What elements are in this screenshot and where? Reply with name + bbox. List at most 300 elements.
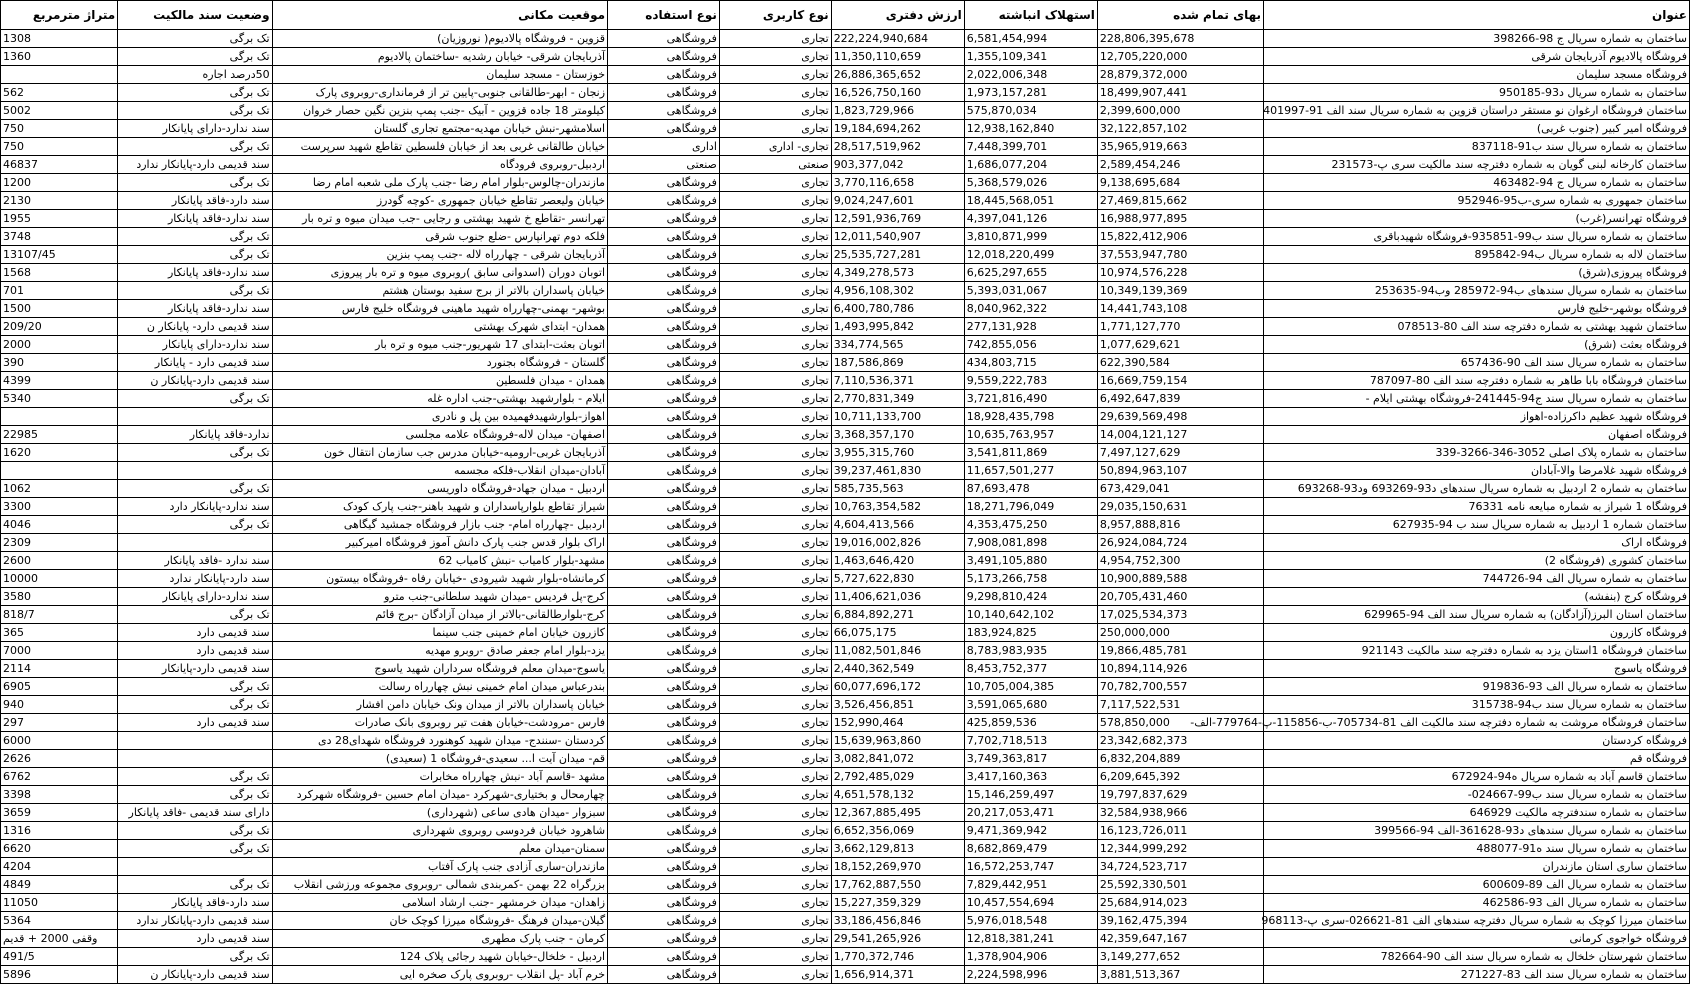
cell-usage-type[interactable]: تجاری bbox=[719, 732, 831, 750]
cell-title[interactable]: ساختمان به شماره سندفترچه مالکیت 646929 bbox=[1264, 804, 1690, 822]
cell-usage-type[interactable]: تجاری bbox=[719, 768, 831, 786]
cell-depreciation[interactable]: 8,783,983,935 bbox=[964, 642, 1097, 660]
cell-title[interactable]: ساختمان به شماره سریال ج 98-398266 bbox=[1264, 30, 1690, 48]
cell-cost[interactable]: 50,894,963,107 bbox=[1097, 462, 1263, 480]
cell-area[interactable]: 562 bbox=[1, 84, 118, 102]
header-depreciation[interactable]: استهلاک انباشته bbox=[964, 1, 1097, 30]
cell-area[interactable]: 3398 bbox=[1, 786, 118, 804]
cell-usage-type[interactable]: تجاری bbox=[719, 102, 831, 120]
cell-cost[interactable]: 250,000,000 bbox=[1097, 624, 1263, 642]
cell-deed-status[interactable]: سند ندارد-دارای پایانکار bbox=[118, 120, 272, 138]
cell-cost[interactable]: 1,771,127,770 bbox=[1097, 318, 1263, 336]
cell-use-kind[interactable]: فروشگاهی bbox=[608, 768, 720, 786]
cell-book-value[interactable]: 10,763,354,582 bbox=[831, 498, 964, 516]
cell-area[interactable]: 209/20 bbox=[1, 318, 118, 336]
cell-area[interactable]: 750 bbox=[1, 138, 118, 156]
cell-usage-type[interactable]: تجاری bbox=[719, 192, 831, 210]
cell-area[interactable]: 3748 bbox=[1, 228, 118, 246]
cell-area[interactable]: 818/7 bbox=[1, 606, 118, 624]
cell-usage-type[interactable]: تجاری bbox=[719, 750, 831, 768]
cell-deed-status[interactable] bbox=[118, 858, 272, 876]
cell-cost[interactable]: 25,684,914,023 bbox=[1097, 894, 1263, 912]
cell-title[interactable]: ساختمان به شماره سریال سند ب99-024667- bbox=[1264, 786, 1690, 804]
cell-location[interactable]: چهارمحال و بختیاری-شهرکرد -میدان امام حسین -فروشگاه شهرکرد bbox=[272, 786, 607, 804]
cell-depreciation[interactable]: 7,829,442,951 bbox=[964, 876, 1097, 894]
cell-title[interactable]: ساختمان به شماره سریال سند ه91-488077 bbox=[1264, 840, 1690, 858]
cell-title[interactable]: فروشگاه کرج (بنفشه) bbox=[1264, 588, 1690, 606]
cell-area[interactable]: 5340 bbox=[1, 390, 118, 408]
cell-deed-status[interactable]: سند دارد-فاقد پایانکار bbox=[118, 192, 272, 210]
cell-title[interactable]: فروشگاه کردستان bbox=[1264, 732, 1690, 750]
cell-depreciation[interactable]: 9,559,222,783 bbox=[964, 372, 1097, 390]
cell-usage-type[interactable]: تجاری bbox=[719, 210, 831, 228]
cell-deed-status[interactable]: تک برگی bbox=[118, 516, 272, 534]
cell-usage-type[interactable]: تجاری bbox=[719, 480, 831, 498]
cell-depreciation[interactable]: 10,140,642,102 bbox=[964, 606, 1097, 624]
cell-depreciation[interactable]: 183,924,825 bbox=[964, 624, 1097, 642]
cell-depreciation[interactable]: 7,702,718,513 bbox=[964, 732, 1097, 750]
cell-title[interactable]: ساختمان به شماره سریال سند ب94-315738 bbox=[1264, 696, 1690, 714]
cell-book-value[interactable]: 3,082,841,072 bbox=[831, 750, 964, 768]
cell-area[interactable]: 2000 bbox=[1, 336, 118, 354]
cell-title[interactable]: ساختمان جمهوری به شماره سری-ب95-952946 bbox=[1264, 192, 1690, 210]
cell-location[interactable]: آبادان-میدان انقلاب-فلکه مجسمه bbox=[272, 462, 607, 480]
cell-area[interactable]: 6905 bbox=[1, 678, 118, 696]
cell-area[interactable]: 2114 bbox=[1, 660, 118, 678]
cell-use-kind[interactable]: فروشگاهی bbox=[608, 570, 720, 588]
cell-book-value[interactable]: 152,990,464 bbox=[831, 714, 964, 732]
cell-book-value[interactable]: 1,656,914,371 bbox=[831, 966, 964, 984]
cell-usage-type[interactable]: تجاری bbox=[719, 390, 831, 408]
cell-book-value[interactable]: 66,075,175 bbox=[831, 624, 964, 642]
cell-title[interactable]: ساختمان به شماره سریال ج 94-463482 bbox=[1264, 174, 1690, 192]
cell-cost[interactable]: 10,894,114,926 bbox=[1097, 660, 1263, 678]
cell-deed-status[interactable]: دارای سند قدیمی -فاقد پایانکار bbox=[118, 804, 272, 822]
cell-deed-status[interactable]: سند قدیمی دارد-پایانکار ندارد bbox=[118, 912, 272, 930]
cell-area[interactable]: 4849 bbox=[1, 876, 118, 894]
cell-location[interactable]: خیابان پاسداران بالاتر از میدان ونک خیابان دامن افشار bbox=[272, 696, 607, 714]
cell-area[interactable]: 10000 bbox=[1, 570, 118, 588]
cell-cost[interactable]: 17,025,534,373 bbox=[1097, 606, 1263, 624]
cell-title[interactable]: ساختمان فروشگاه 1استان یزد به شماره دفترچه سند مالکیت 921143 bbox=[1264, 642, 1690, 660]
cell-area[interactable]: 6762 bbox=[1, 768, 118, 786]
cell-use-kind[interactable]: فروشگاهی bbox=[608, 390, 720, 408]
cell-use-kind[interactable]: فروشگاهی bbox=[608, 264, 720, 282]
cell-area[interactable]: 3580 bbox=[1, 588, 118, 606]
cell-book-value[interactable]: 6,652,356,069 bbox=[831, 822, 964, 840]
cell-depreciation[interactable]: 3,541,811,869 bbox=[964, 444, 1097, 462]
cell-cost[interactable]: 16,988,977,895 bbox=[1097, 210, 1263, 228]
cell-title[interactable]: ساختمان به شماره سریال سند الف 90-657436 bbox=[1264, 354, 1690, 372]
cell-location[interactable]: سمنان-میدان معلم bbox=[272, 840, 607, 858]
cell-title[interactable]: ساختمان فروشگاه بابا طاهر به شماره دفترچه سند الف 80-787097 bbox=[1264, 372, 1690, 390]
cell-depreciation[interactable]: 575,870,034 bbox=[964, 102, 1097, 120]
cell-deed-status[interactable]: تک برگی bbox=[118, 876, 272, 894]
cell-title[interactable]: ساختمان فروشگاه ارغوان نو مستقر دراستان قزوین به شماره سریال سند الف 91-401997 bbox=[1264, 102, 1690, 120]
cell-title[interactable]: فروشگاه پیروزی(شرق) bbox=[1264, 264, 1690, 282]
cell-usage-type[interactable]: تجاری bbox=[719, 894, 831, 912]
cell-title[interactable]: ساختمان ساری استان مازندران bbox=[1264, 858, 1690, 876]
cell-use-kind[interactable]: فروشگاهی bbox=[608, 552, 720, 570]
cell-location[interactable]: قزوین - فروشگاه پالادیوم( نوروزیان) bbox=[272, 30, 607, 48]
cell-book-value[interactable]: 2,440,362,549 bbox=[831, 660, 964, 678]
cell-book-value[interactable]: 1,493,995,842 bbox=[831, 318, 964, 336]
cell-depreciation[interactable]: 5,976,018,548 bbox=[964, 912, 1097, 930]
cell-title[interactable]: ساختمان به شماره سریال الف 94-744726 bbox=[1264, 570, 1690, 588]
cell-title[interactable]: ساختمان فروشگاه مروشت به شماره دفترچه سند مالکیت الف 81-705734-ب-115856-پ-779764-الف- bbox=[1264, 714, 1690, 732]
cell-location[interactable]: همدان- ابتدای شهرک بهشتی bbox=[272, 318, 607, 336]
cell-cost[interactable]: 10,974,576,228 bbox=[1097, 264, 1263, 282]
cell-title[interactable]: فروشگاه بعثت (شرق) bbox=[1264, 336, 1690, 354]
cell-cost[interactable]: 18,499,907,441 bbox=[1097, 84, 1263, 102]
cell-book-value[interactable]: 2,792,485,029 bbox=[831, 768, 964, 786]
cell-title[interactable]: فروشگاه تهرانسر(غرب) bbox=[1264, 210, 1690, 228]
cell-location[interactable]: شیراز تقاطع بلوارپاسداران و شهید باهنر-جنب پارک کودک bbox=[272, 498, 607, 516]
cell-depreciation[interactable]: 6,625,297,655 bbox=[964, 264, 1097, 282]
cell-usage-type[interactable]: تجاری bbox=[719, 498, 831, 516]
cell-cost[interactable]: 4,954,752,300 bbox=[1097, 552, 1263, 570]
cell-location[interactable]: اسلامشهر-نبش خیابان مهدیه-مجتمع تجاری گلستان bbox=[272, 120, 607, 138]
cell-deed-status[interactable]: تک برگی bbox=[118, 480, 272, 498]
cell-location[interactable]: گلستان - فروشگاه بجنورد bbox=[272, 354, 607, 372]
cell-depreciation[interactable]: 425,859,536 bbox=[964, 714, 1097, 732]
cell-use-kind[interactable]: فروشگاهی bbox=[608, 624, 720, 642]
cell-depreciation[interactable]: 9,471,369,942 bbox=[964, 822, 1097, 840]
cell-title[interactable]: ساختمان به شماره سریال سند ب91-837118 bbox=[1264, 138, 1690, 156]
cell-deed-status[interactable]: سند دارد-فاقد پایانکار bbox=[118, 894, 272, 912]
cell-depreciation[interactable]: 3,721,816,490 bbox=[964, 390, 1097, 408]
header-cost[interactable]: بهای تمام شده bbox=[1097, 1, 1263, 30]
cell-title[interactable]: ساختمان به شماره سریال الف 89-600609 bbox=[1264, 876, 1690, 894]
cell-area[interactable]: 4204 bbox=[1, 858, 118, 876]
cell-location[interactable]: یزد-بلوار امام جعفر صادق -روبرو مهدیه bbox=[272, 642, 607, 660]
cell-area[interactable] bbox=[1, 66, 118, 84]
cell-location[interactable]: زاهدان- میدان خرمشهر -جنب ارشاد اسلامی bbox=[272, 894, 607, 912]
cell-area[interactable]: 5364 bbox=[1, 912, 118, 930]
cell-usage-type[interactable]: تجاری bbox=[719, 426, 831, 444]
cell-depreciation[interactable]: 2,022,006,348 bbox=[964, 66, 1097, 84]
cell-book-value[interactable]: 18,152,269,970 bbox=[831, 858, 964, 876]
cell-cost[interactable]: 32,584,938,966 bbox=[1097, 804, 1263, 822]
cell-location[interactable]: کازرون خیابان امام خمینی جنب سینما bbox=[272, 624, 607, 642]
cell-usage-type[interactable]: تجاری bbox=[719, 372, 831, 390]
cell-cost[interactable]: 2,589,454,246 bbox=[1097, 156, 1263, 174]
cell-cost[interactable]: 3,881,513,367 bbox=[1097, 966, 1263, 984]
cell-book-value[interactable]: 3,770,116,658 bbox=[831, 174, 964, 192]
cell-usage-type[interactable]: تجاری bbox=[719, 714, 831, 732]
cell-area[interactable]: 390 bbox=[1, 354, 118, 372]
cell-use-kind[interactable]: فروشگاهی bbox=[608, 336, 720, 354]
cell-cost[interactable]: 20,705,431,460 bbox=[1097, 588, 1263, 606]
cell-cost[interactable]: 228,806,395,678 bbox=[1097, 30, 1263, 48]
cell-area[interactable]: 1568 bbox=[1, 264, 118, 282]
cell-usage-type[interactable]: تجاری bbox=[719, 858, 831, 876]
cell-use-kind[interactable]: فروشگاهی bbox=[608, 678, 720, 696]
cell-depreciation[interactable]: 3,491,105,880 bbox=[964, 552, 1097, 570]
cell-deed-status[interactable] bbox=[118, 408, 272, 426]
cell-book-value[interactable]: 3,955,315,760 bbox=[831, 444, 964, 462]
cell-depreciation[interactable]: 11,657,501,277 bbox=[964, 462, 1097, 480]
cell-usage-type[interactable]: تجاری bbox=[719, 660, 831, 678]
cell-usage-type[interactable]: تجاری bbox=[719, 930, 831, 948]
cell-deed-status[interactable] bbox=[118, 462, 272, 480]
cell-deed-status[interactable]: تک برگی bbox=[118, 390, 272, 408]
cell-usage-type[interactable]: تجاری bbox=[719, 408, 831, 426]
cell-use-kind[interactable]: فروشگاهی bbox=[608, 516, 720, 534]
cell-deed-status[interactable]: تک برگی bbox=[118, 444, 272, 462]
cell-area[interactable]: 5002 bbox=[1, 102, 118, 120]
cell-cost[interactable]: 12,705,220,000 bbox=[1097, 48, 1263, 66]
cell-use-kind[interactable]: فروشگاهی bbox=[608, 642, 720, 660]
cell-deed-status[interactable]: سند قدیمی دارد bbox=[118, 642, 272, 660]
header-use-kind[interactable]: نوع استفاده bbox=[608, 1, 720, 30]
cell-use-kind[interactable]: فروشگاهی bbox=[608, 804, 720, 822]
cell-deed-status[interactable] bbox=[118, 750, 272, 768]
cell-title[interactable]: فروشگاه کازرون bbox=[1264, 624, 1690, 642]
cell-book-value[interactable]: 7,110,536,371 bbox=[831, 372, 964, 390]
cell-depreciation[interactable]: 12,938,162,840 bbox=[964, 120, 1097, 138]
cell-location[interactable]: سبزوار -میدان هادی ساعی (شهرداری) bbox=[272, 804, 607, 822]
cell-use-kind[interactable]: فروشگاهی bbox=[608, 858, 720, 876]
cell-deed-status[interactable]: تک برگی bbox=[118, 948, 272, 966]
cell-title[interactable]: ساختمان قاسم آباد به شماره سریال ه94-672924 bbox=[1264, 768, 1690, 786]
cell-cost[interactable]: 10,900,889,588 bbox=[1097, 570, 1263, 588]
cell-use-kind[interactable]: فروشگاهی bbox=[608, 840, 720, 858]
cell-deed-status[interactable]: تک برگی bbox=[118, 102, 272, 120]
cell-book-value[interactable]: 4,349,278,573 bbox=[831, 264, 964, 282]
cell-location[interactable]: اتوبان بعثت-ابتدای 17 شهریور-جنب میوه و تره بار bbox=[272, 336, 607, 354]
cell-book-value[interactable]: 12,591,936,769 bbox=[831, 210, 964, 228]
cell-deed-status[interactable] bbox=[118, 732, 272, 750]
cell-area[interactable]: 491/5 bbox=[1, 948, 118, 966]
cell-usage-type[interactable]: تجاری bbox=[719, 948, 831, 966]
cell-location[interactable]: مازندران-چالوس-بلوار امام رضا -جنب پارک ملی شعبه امام رضا bbox=[272, 174, 607, 192]
cell-area[interactable]: 6620 bbox=[1, 840, 118, 858]
cell-book-value[interactable]: 1,770,372,746 bbox=[831, 948, 964, 966]
cell-use-kind[interactable]: فروشگاهی bbox=[608, 480, 720, 498]
cell-book-value[interactable]: 39,237,461,830 bbox=[831, 462, 964, 480]
header-usage-type[interactable]: نوع کاربری bbox=[719, 1, 831, 30]
cell-depreciation[interactable]: 20,217,053,471 bbox=[964, 804, 1097, 822]
cell-usage-type[interactable]: تجاری bbox=[719, 462, 831, 480]
cell-depreciation[interactable]: 18,445,568,051 bbox=[964, 192, 1097, 210]
cell-cost[interactable]: 29,639,569,498 bbox=[1097, 408, 1263, 426]
cell-book-value[interactable]: 4,651,578,132 bbox=[831, 786, 964, 804]
cell-cost[interactable]: 19,797,837,629 bbox=[1097, 786, 1263, 804]
cell-usage-type[interactable]: تجاری bbox=[719, 606, 831, 624]
cell-use-kind[interactable]: فروشگاهی bbox=[608, 714, 720, 732]
cell-area[interactable]: 1308 bbox=[1, 30, 118, 48]
cell-use-kind[interactable]: فروشگاهی bbox=[608, 498, 720, 516]
cell-book-value[interactable]: 903,377,042 bbox=[831, 156, 964, 174]
cell-depreciation[interactable]: 10,635,763,957 bbox=[964, 426, 1097, 444]
cell-usage-type[interactable]: تجاری bbox=[719, 588, 831, 606]
cell-cost[interactable]: 6,492,647,839 bbox=[1097, 390, 1263, 408]
cell-location[interactable]: ایلام - بلوارشهید بهشتی-جنب اداره غله bbox=[272, 390, 607, 408]
cell-location[interactable]: کرمانشاه-بلوار شهید شیرودی -خیابان رفاه -فروشگاه بیستون bbox=[272, 570, 607, 588]
cell-usage-type[interactable]: تجاری bbox=[719, 912, 831, 930]
cell-title[interactable]: فروشگاه یاسوج bbox=[1264, 660, 1690, 678]
cell-deed-status[interactable]: سند ندارد-فاقد پایانکار bbox=[118, 264, 272, 282]
cell-depreciation[interactable]: 10,457,554,694 bbox=[964, 894, 1097, 912]
cell-usage-type[interactable]: تجاری bbox=[719, 804, 831, 822]
cell-usage-type[interactable]: تجاری bbox=[719, 534, 831, 552]
cell-book-value[interactable]: 33,186,456,846 bbox=[831, 912, 964, 930]
cell-use-kind[interactable]: فروشگاهی bbox=[608, 120, 720, 138]
cell-title[interactable]: فروشگاه امیر کبیر (جنوب غربی) bbox=[1264, 120, 1690, 138]
cell-cost[interactable]: 10,349,139,369 bbox=[1097, 282, 1263, 300]
cell-use-kind[interactable]: فروشگاهی bbox=[608, 48, 720, 66]
cell-usage-type[interactable]: تجاری bbox=[719, 678, 831, 696]
cell-cost[interactable]: 8,957,888,816 bbox=[1097, 516, 1263, 534]
cell-location[interactable]: اردبیل-روبروی فرودگاه bbox=[272, 156, 607, 174]
cell-book-value[interactable]: 187,586,869 bbox=[831, 354, 964, 372]
cell-location[interactable]: آذربایجان غربی-ارومیه-خیابان مدرس جب سازمان انتقال خون bbox=[272, 444, 607, 462]
cell-title[interactable]: فروشگاه اصفهان bbox=[1264, 426, 1690, 444]
cell-deed-status[interactable]: تک برگی bbox=[118, 138, 272, 156]
cell-area[interactable]: 4046 bbox=[1, 516, 118, 534]
cell-use-kind[interactable]: فروشگاهی bbox=[608, 318, 720, 336]
cell-use-kind[interactable]: فروشگاهی bbox=[608, 696, 720, 714]
cell-deed-status[interactable]: سند قدیمی دارد- پایانکار ن bbox=[118, 318, 272, 336]
cell-location[interactable]: آذربایجان شرقی- خیابان رشدیه -ساختمان پالادیوم bbox=[272, 48, 607, 66]
cell-depreciation[interactable]: 434,803,715 bbox=[964, 354, 1097, 372]
cell-title[interactable]: ساختمان لاله به شماره سریال ب94-895842 bbox=[1264, 246, 1690, 264]
cell-cost[interactable]: 3,149,277,652 bbox=[1097, 948, 1263, 966]
cell-use-kind[interactable]: فروشگاهی bbox=[608, 462, 720, 480]
cell-book-value[interactable]: 12,367,885,495 bbox=[831, 804, 964, 822]
cell-deed-status[interactable]: تک برگی bbox=[118, 678, 272, 696]
cell-use-kind[interactable]: فروشگاهی bbox=[608, 372, 720, 390]
cell-title[interactable]: فروشگاه اراک bbox=[1264, 534, 1690, 552]
cell-cost[interactable]: 1,077,629,621 bbox=[1097, 336, 1263, 354]
cell-title[interactable]: فروشگاه 1 شیراز به شماره مبایعه نامه 76331 bbox=[1264, 498, 1690, 516]
cell-cost[interactable]: 14,004,121,127 bbox=[1097, 426, 1263, 444]
cell-title[interactable]: ساختمان کارخانه لبنی گویان به شماره دفترچه سند مالکیت سری پ-231573 bbox=[1264, 156, 1690, 174]
cell-depreciation[interactable]: 1,355,109,341 bbox=[964, 48, 1097, 66]
cell-area[interactable]: 6000 bbox=[1, 732, 118, 750]
cell-location[interactable]: یاسوج-میدان معلم فروشگاه سرداران شهید یاسوج bbox=[272, 660, 607, 678]
cell-usage-type[interactable]: تجاری bbox=[719, 66, 831, 84]
cell-use-kind[interactable]: فروشگاهی bbox=[608, 822, 720, 840]
cell-book-value[interactable]: 25,535,727,281 bbox=[831, 246, 964, 264]
cell-use-kind[interactable]: فروشگاهی bbox=[608, 30, 720, 48]
cell-book-value[interactable]: 15,639,963,860 bbox=[831, 732, 964, 750]
cell-location[interactable]: مشهد -قاسم آباد -نبش چهارراه مخابرات bbox=[272, 768, 607, 786]
cell-title[interactable]: ساختمان شهرستان خلخال به شماره سریال سند الف 90-782664 bbox=[1264, 948, 1690, 966]
cell-area[interactable]: 1316 bbox=[1, 822, 118, 840]
cell-usage-type[interactable]: تجاری bbox=[719, 516, 831, 534]
cell-deed-status[interactable]: سند ندارد-فاقد پایانکار bbox=[118, 210, 272, 228]
cell-use-kind[interactable]: فروشگاهی bbox=[608, 408, 720, 426]
cell-usage-type[interactable]: صنعتی bbox=[719, 156, 831, 174]
cell-area[interactable]: 750 bbox=[1, 120, 118, 138]
cell-book-value[interactable]: 29,541,265,926 bbox=[831, 930, 964, 948]
cell-deed-status[interactable]: تک برگی bbox=[118, 84, 272, 102]
cell-usage-type[interactable]: تجاری bbox=[719, 966, 831, 984]
cell-use-kind[interactable]: فروشگاهی bbox=[608, 660, 720, 678]
cell-book-value[interactable]: 222,224,940,684 bbox=[831, 30, 964, 48]
cell-usage-type[interactable]: تجاری bbox=[719, 876, 831, 894]
cell-deed-status[interactable]: سند قدیمی دارد - پایانکار bbox=[118, 354, 272, 372]
cell-depreciation[interactable]: 9,298,810,424 bbox=[964, 588, 1097, 606]
cell-location[interactable]: اردبیل - میدان جهاد-فروشگاه داوریسی bbox=[272, 480, 607, 498]
cell-depreciation[interactable]: 4,353,475,250 bbox=[964, 516, 1097, 534]
cell-usage-type[interactable]: تجاری bbox=[719, 48, 831, 66]
cell-title[interactable]: ساختمان به شماره سریال سند الف 83-271227 bbox=[1264, 966, 1690, 984]
cell-usage-type[interactable]: تجاری bbox=[719, 840, 831, 858]
cell-book-value[interactable]: 17,762,887,550 bbox=[831, 876, 964, 894]
cell-title[interactable]: ساختمان به شماره سریال د93-950185 bbox=[1264, 84, 1690, 102]
cell-title[interactable]: ساختمان استان البرز(آزادگان) به شماره سریال سند الف 94-629965 bbox=[1264, 606, 1690, 624]
cell-use-kind[interactable]: فروشگاهی bbox=[608, 750, 720, 768]
cell-usage-type[interactable]: تجاری bbox=[719, 444, 831, 462]
cell-location[interactable]: اهواز-بلوارشهیدفهمیده بین پل و نادری bbox=[272, 408, 607, 426]
cell-location[interactable]: فلکه دوم تهرانپارس -ضلع جنوب شرقی bbox=[272, 228, 607, 246]
cell-use-kind[interactable]: صنعتی bbox=[608, 156, 720, 174]
cell-book-value[interactable]: 11,082,501,846 bbox=[831, 642, 964, 660]
cell-title[interactable]: فروشگاه مسجد سلیمان bbox=[1264, 66, 1690, 84]
cell-area[interactable] bbox=[1, 462, 118, 480]
cell-title[interactable]: ساختمان به شماره پلاک اصلی 3052-346-3266-339 bbox=[1264, 444, 1690, 462]
cell-book-value[interactable]: 12,011,540,907 bbox=[831, 228, 964, 246]
cell-depreciation[interactable]: 12,818,381,241 bbox=[964, 930, 1097, 948]
cell-area[interactable]: 1620 bbox=[1, 444, 118, 462]
cell-area[interactable]: 2626 bbox=[1, 750, 118, 768]
cell-cost[interactable]: 70,782,700,557 bbox=[1097, 678, 1263, 696]
cell-title[interactable]: فروشگاه قم bbox=[1264, 750, 1690, 768]
cell-deed-status[interactable]: تک برگی bbox=[118, 48, 272, 66]
cell-use-kind[interactable]: فروشگاهی bbox=[608, 606, 720, 624]
cell-depreciation[interactable]: 4,397,041,126 bbox=[964, 210, 1097, 228]
cell-use-kind[interactable]: فروشگاهی bbox=[608, 444, 720, 462]
cell-usage-type[interactable]: تجاری bbox=[719, 246, 831, 264]
cell-area[interactable]: 2130 bbox=[1, 192, 118, 210]
cell-deed-status[interactable]: سند قدیمی دارد bbox=[118, 624, 272, 642]
cell-area[interactable]: 1360 bbox=[1, 48, 118, 66]
cell-use-kind[interactable]: فروشگاهی bbox=[608, 102, 720, 120]
cell-title[interactable]: ساختمان به شماره سریال الف 93-919836 bbox=[1264, 678, 1690, 696]
cell-usage-type[interactable]: تجاری bbox=[719, 642, 831, 660]
cell-book-value[interactable]: 11,350,110,659 bbox=[831, 48, 964, 66]
cell-area[interactable]: 4399 bbox=[1, 372, 118, 390]
cell-area[interactable]: 11050 bbox=[1, 894, 118, 912]
cell-deed-status[interactable]: تک برگی bbox=[118, 282, 272, 300]
cell-cost[interactable]: 42,359,647,167 bbox=[1097, 930, 1263, 948]
cell-use-kind[interactable]: فروشگاهی bbox=[608, 966, 720, 984]
cell-deed-status[interactable]: سند قدیمی دارد-پایانکار ندارد bbox=[118, 156, 272, 174]
cell-deed-status[interactable]: تک برگی bbox=[118, 822, 272, 840]
cell-cost[interactable]: 673,429,041 bbox=[1097, 480, 1263, 498]
cell-use-kind[interactable]: فروشگاهی bbox=[608, 174, 720, 192]
cell-location[interactable]: بزرگراه 22 بهمن -کمربندی شمالی -روبروی مجموعه ورزشی انقلاب bbox=[272, 876, 607, 894]
cell-usage-type[interactable]: تجاری bbox=[719, 174, 831, 192]
cell-deed-status[interactable]: سند قدیمی دارد-پایانکار bbox=[118, 660, 272, 678]
cell-deed-status[interactable] bbox=[118, 534, 272, 552]
cell-depreciation[interactable]: 3,417,160,363 bbox=[964, 768, 1097, 786]
cell-usage-type[interactable]: تجاری bbox=[719, 552, 831, 570]
cell-deed-status[interactable]: سند ندارد-دارای پایانکار bbox=[118, 588, 272, 606]
cell-usage-type[interactable]: تجاری bbox=[719, 228, 831, 246]
cell-depreciation[interactable]: 6,581,454,994 bbox=[964, 30, 1097, 48]
cell-book-value[interactable]: 11,406,621,036 bbox=[831, 588, 964, 606]
cell-area[interactable]: 365 bbox=[1, 624, 118, 642]
cell-depreciation[interactable]: 15,146,259,497 bbox=[964, 786, 1097, 804]
cell-title[interactable]: فروشگاه پالادیوم آذربایجان شرقی bbox=[1264, 48, 1690, 66]
cell-location[interactable]: کرمان - جنب پارک مطهری bbox=[272, 930, 607, 948]
cell-deed-status[interactable]: تک برگی bbox=[118, 696, 272, 714]
cell-area[interactable] bbox=[1, 408, 118, 426]
